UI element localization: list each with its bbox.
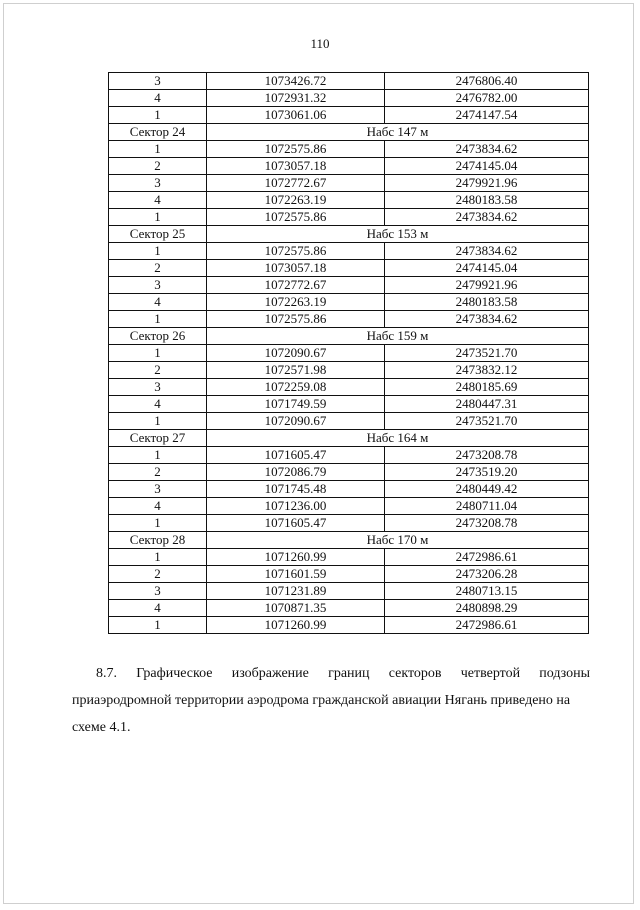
coord-y: 2473834.62 xyxy=(385,141,589,158)
sector-height: Набс 170 м xyxy=(207,532,589,549)
coord-y: 2480185.69 xyxy=(385,379,589,396)
point-number: 2 xyxy=(109,464,207,481)
table-row xyxy=(109,90,589,107)
coord-x: 1070871.35 xyxy=(207,600,385,617)
sector-label: Сектор 28 xyxy=(109,532,207,549)
point-number: 1 xyxy=(109,345,207,362)
point-number: 4 xyxy=(109,90,207,107)
coord-x: 1071231.89 xyxy=(207,583,385,600)
coord-x: 1071605.47 xyxy=(207,447,385,464)
table-row xyxy=(109,498,589,515)
table-row xyxy=(109,311,589,328)
coord-x: 1072931.32 xyxy=(207,90,385,107)
table-row xyxy=(109,481,589,498)
table-row xyxy=(109,192,589,209)
table-row xyxy=(109,260,589,277)
sector-header-row xyxy=(109,226,589,243)
coord-y: 2480447.31 xyxy=(385,396,589,413)
point-number: 4 xyxy=(109,396,207,413)
coord-y: 2476806.40 xyxy=(385,73,589,90)
point-number: 3 xyxy=(109,583,207,600)
paragraph-word: секторов xyxy=(388,666,442,681)
point-number: 3 xyxy=(109,73,207,90)
table-row xyxy=(109,73,589,90)
coord-x: 1073057.18 xyxy=(207,158,385,175)
coord-y: 2473832.12 xyxy=(385,362,589,379)
coord-x: 1071236.00 xyxy=(207,498,385,515)
coord-x: 1072772.67 xyxy=(207,277,385,294)
coord-x: 1072575.86 xyxy=(207,209,385,226)
coord-x: 1073061.06 xyxy=(207,107,385,124)
coord-y: 2474147.54 xyxy=(385,107,589,124)
coord-y: 2480449.42 xyxy=(385,481,589,498)
table-row xyxy=(109,158,589,175)
coord-y: 2473521.70 xyxy=(385,345,589,362)
paragraph-word: изображение xyxy=(231,666,309,681)
page-number: 110 xyxy=(310,36,330,51)
point-number: 1 xyxy=(109,209,207,226)
point-number: 1 xyxy=(109,141,207,158)
table-row xyxy=(109,175,589,192)
coord-x: 1072772.67 xyxy=(207,175,385,192)
coord-y: 2473206.28 xyxy=(385,566,589,583)
table-row xyxy=(109,243,589,260)
coord-x: 1071601.59 xyxy=(207,566,385,583)
coord-y: 2480183.58 xyxy=(385,294,589,311)
table-row xyxy=(109,549,589,566)
coord-x: 1072263.19 xyxy=(207,192,385,209)
coord-x: 1072575.86 xyxy=(207,311,385,328)
point-number: 2 xyxy=(109,566,207,583)
coord-x: 1072090.67 xyxy=(207,413,385,430)
paragraph-word: границ xyxy=(328,666,370,681)
table-row xyxy=(109,600,589,617)
table-row xyxy=(109,209,589,226)
coord-y: 2479921.96 xyxy=(385,175,589,192)
coord-y: 2476782.00 xyxy=(385,90,589,107)
table-row xyxy=(109,413,589,430)
coord-x: 1071260.99 xyxy=(207,617,385,634)
point-number: 1 xyxy=(109,107,207,124)
coord-x: 1073426.72 xyxy=(207,73,385,90)
coord-x: 1072086.79 xyxy=(207,464,385,481)
sector-height: Набс 147 м xyxy=(207,124,589,141)
sector-height: Набс 159 м xyxy=(207,328,589,345)
coord-y: 2480713.15 xyxy=(385,583,589,600)
sector-label: Сектор 27 xyxy=(109,430,207,447)
sector-label: Сектор 26 xyxy=(109,328,207,345)
point-number: 1 xyxy=(109,243,207,260)
coord-y: 2472986.61 xyxy=(385,549,589,566)
table-row xyxy=(109,107,589,124)
sector-header-row xyxy=(109,124,589,141)
sector-height: Набс 153 м xyxy=(207,226,589,243)
sector-header-row xyxy=(109,532,589,549)
paragraph-line-3: схеме 4.1. xyxy=(72,720,131,735)
point-number: 4 xyxy=(109,498,207,515)
coord-y: 2480711.04 xyxy=(385,498,589,515)
point-number: 3 xyxy=(109,175,207,192)
point-number: 1 xyxy=(109,311,207,328)
coord-y: 2473208.78 xyxy=(385,447,589,464)
coord-x: 1072575.86 xyxy=(207,243,385,260)
table-row xyxy=(109,277,589,294)
coord-x: 1071260.99 xyxy=(207,549,385,566)
table-row xyxy=(109,447,589,464)
coord-x: 1072575.86 xyxy=(207,141,385,158)
sector-height: Набс 164 м xyxy=(207,430,589,447)
sector-label: Сектор 24 xyxy=(109,124,207,141)
coord-y: 2473521.70 xyxy=(385,413,589,430)
point-number: 3 xyxy=(109,379,207,396)
coord-x: 1072571.98 xyxy=(207,362,385,379)
table-row xyxy=(109,294,589,311)
point-number: 2 xyxy=(109,362,207,379)
paragraph-word: подзоны xyxy=(539,666,590,681)
point-number: 4 xyxy=(109,600,207,617)
table-row xyxy=(109,566,589,583)
paragraph-word: Графическое xyxy=(136,666,213,681)
sector-header-row xyxy=(109,328,589,345)
coord-y: 2474145.04 xyxy=(385,260,589,277)
coord-x: 1072090.67 xyxy=(207,345,385,362)
table-row xyxy=(109,362,589,379)
coord-y: 2473519.20 xyxy=(385,464,589,481)
coord-y: 2472986.61 xyxy=(385,617,589,634)
coord-y: 2480183.58 xyxy=(385,192,589,209)
point-number: 2 xyxy=(109,260,207,277)
coord-x: 1072259.08 xyxy=(207,379,385,396)
section-paragraph xyxy=(72,660,590,741)
paragraph-line-1 xyxy=(72,660,590,687)
paragraph-line-2: приаэродромной территории аэродрома гражданской авиации Нягань приведено на xyxy=(72,693,571,708)
point-number: 3 xyxy=(109,481,207,498)
point-number: 1 xyxy=(109,413,207,430)
coord-y: 2473208.78 xyxy=(385,515,589,532)
sector-label: Сектор 25 xyxy=(109,226,207,243)
table-row xyxy=(109,345,589,362)
table-row xyxy=(109,515,589,532)
sector-header-row xyxy=(109,430,589,447)
point-number: 1 xyxy=(109,515,207,532)
table-row xyxy=(109,396,589,413)
coord-x: 1072263.19 xyxy=(207,294,385,311)
coord-x: 1071605.47 xyxy=(207,515,385,532)
point-number: 4 xyxy=(109,192,207,209)
coordinates-table xyxy=(108,72,589,634)
coord-y: 2479921.96 xyxy=(385,277,589,294)
paragraph-word: четвертой xyxy=(460,666,521,681)
coord-y: 2473834.62 xyxy=(385,243,589,260)
table-row xyxy=(109,617,589,634)
point-number: 4 xyxy=(109,294,207,311)
point-number: 1 xyxy=(109,617,207,634)
coord-x: 1073057.18 xyxy=(207,260,385,277)
point-number: 1 xyxy=(109,549,207,566)
coord-y: 2474145.04 xyxy=(385,158,589,175)
table-row xyxy=(109,379,589,396)
point-number: 3 xyxy=(109,277,207,294)
coord-x: 1071745.48 xyxy=(207,481,385,498)
point-number: 2 xyxy=(109,158,207,175)
table-row xyxy=(109,464,589,481)
table-row xyxy=(109,583,589,600)
coord-y: 2473834.62 xyxy=(385,311,589,328)
point-number: 1 xyxy=(109,447,207,464)
coord-y: 2473834.62 xyxy=(385,209,589,226)
table-row xyxy=(109,141,589,158)
coord-x: 1071749.59 xyxy=(207,396,385,413)
coord-y: 2480898.29 xyxy=(385,600,589,617)
paragraph-word: 8.7. xyxy=(96,666,117,681)
